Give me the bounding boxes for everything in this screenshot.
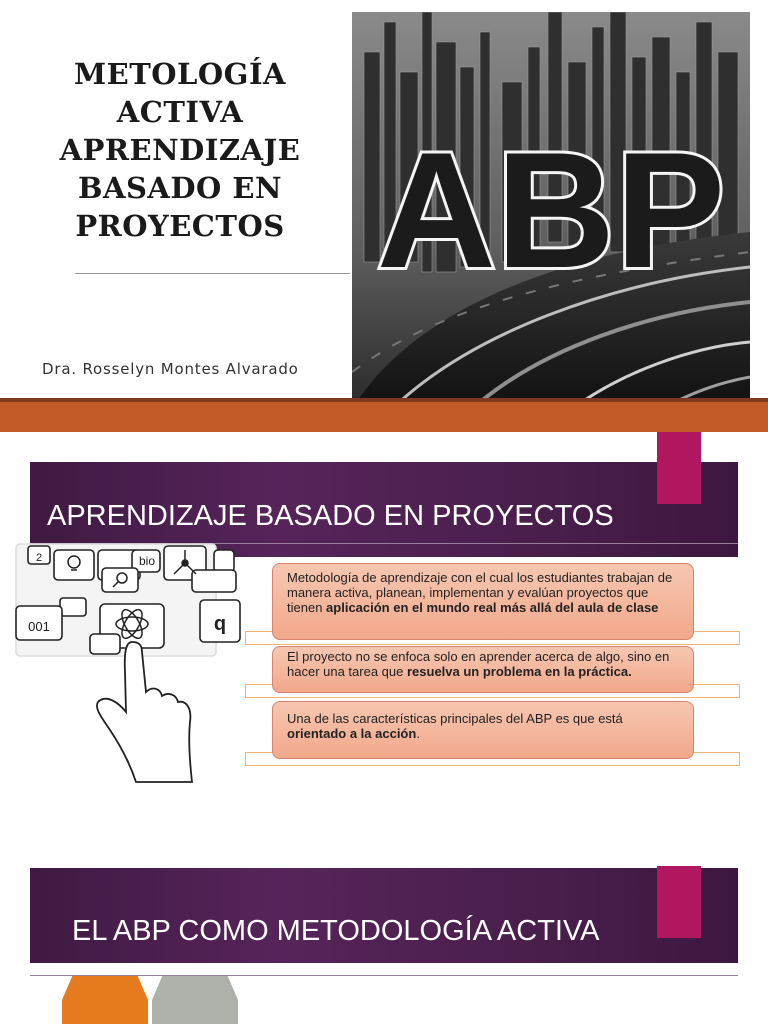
action-box <box>272 701 694 759</box>
abp-city-image <box>352 12 750 409</box>
title-slide <box>0 0 768 432</box>
action-bold: orientado a la acción <box>287 726 417 741</box>
abp-city-illustration <box>352 12 750 409</box>
tile-label: 2 <box>35 552 43 564</box>
action-tail: . <box>416 726 420 741</box>
title-underline <box>30 975 738 976</box>
problem-box <box>272 646 694 693</box>
author-name: Dra. Rosselyn Montes Alvarado <box>42 360 299 378</box>
title-divider <box>75 273 350 274</box>
tile-label: q <box>213 613 227 635</box>
abp-letters: ABP <box>376 118 726 302</box>
abp-definition-slide <box>0 432 768 864</box>
definition-box <box>272 563 694 640</box>
problem-bold: resuelva un problema en la práctica. <box>406 664 632 679</box>
tile-label: bio <box>138 554 156 568</box>
slide-title: APRENDIZAJE BASADO EN PROYECTOS <box>47 500 614 532</box>
active-methodology-slide <box>0 864 768 1024</box>
definition-bold: aplicación en el mundo real más allá del aula de clase <box>326 600 659 615</box>
accent-tab <box>657 432 701 504</box>
problem-text: El proyecto no se enfoca solo en aprender acerca de algo, sino en hacer una tarea que <box>287 649 670 679</box>
step-busqueda <box>152 976 238 1024</box>
tile-label: 001 <box>28 619 50 634</box>
title-line: BASADO EN <box>77 171 283 205</box>
title-line: PROYECTOS <box>75 209 285 243</box>
title-line: METOLOGÍA <box>73 57 287 91</box>
slide-title <box>30 55 330 245</box>
title-line: ACTIVA <box>116 95 244 129</box>
action-text: Una de las características principales del ABP es que está <box>287 711 623 726</box>
hand-touch-illustration <box>14 542 244 787</box>
definition-text: Metodología de aprendizaje con el cual los estudiantes trabajan de manera activa, planean, implementan y evalúan proyectos que tienen <box>287 570 673 615</box>
bottom-orange-band <box>0 402 768 432</box>
pointing-hand-icon <box>97 642 192 782</box>
title-line: APRENDIZAJE <box>59 133 301 167</box>
accent-tab <box>657 866 701 938</box>
step-identificacion <box>62 976 148 1024</box>
slide-title: EL ABP COMO METODOLOGÍA ACTIVA <box>72 915 600 947</box>
